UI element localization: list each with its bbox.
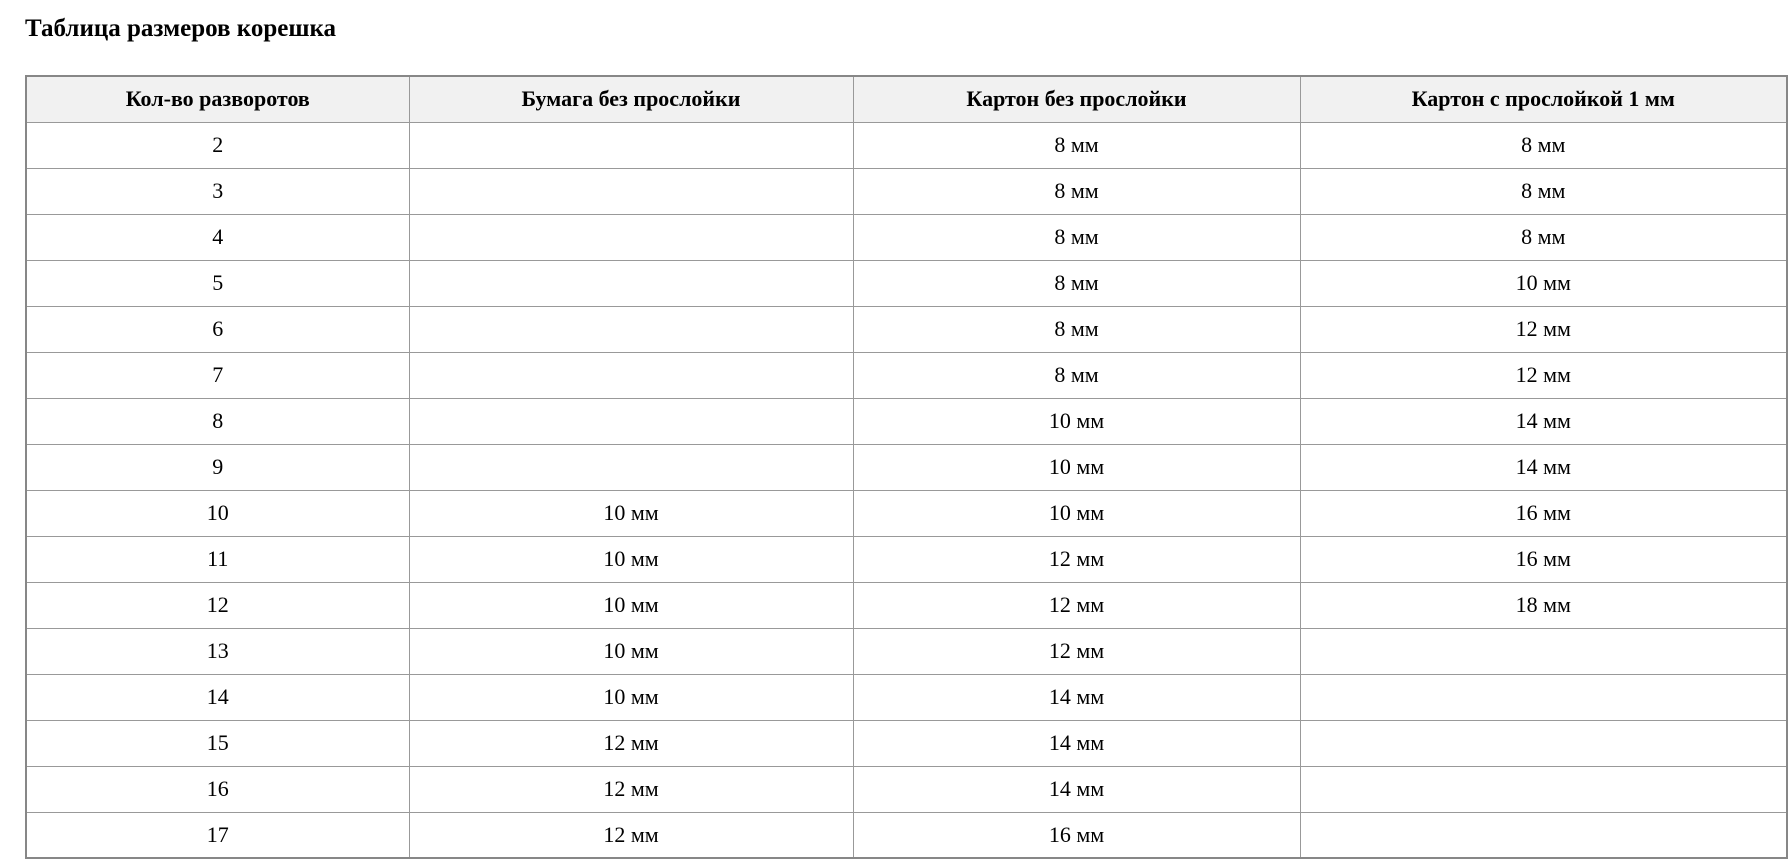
cell-spreads-count: 3 [26,168,409,214]
cell-spreads-count: 11 [26,536,409,582]
cell-cardboard-with-layer: 12 мм [1300,352,1787,398]
cell-cardboard-no-layer: 8 мм [853,306,1300,352]
cell-spreads-count: 13 [26,628,409,674]
cell-cardboard-with-layer: 14 мм [1300,444,1787,490]
cell-paper-no-layer: 10 мм [409,628,853,674]
cell-spreads-count: 14 [26,674,409,720]
cell-paper-no-layer: 10 мм [409,490,853,536]
cell-cardboard-no-layer: 8 мм [853,260,1300,306]
cell-cardboard-with-layer [1300,674,1787,720]
cell-cardboard-with-layer [1300,628,1787,674]
cell-paper-no-layer: 12 мм [409,812,853,858]
cell-cardboard-with-layer [1300,812,1787,858]
cell-spreads-count: 16 [26,766,409,812]
column-header-cardboard-with-layer: Картон с прослойкой 1 мм [1300,76,1787,122]
cell-cardboard-with-layer: 16 мм [1300,490,1787,536]
cell-spreads-count: 17 [26,812,409,858]
cell-paper-no-layer: 10 мм [409,582,853,628]
column-header-spreads-count: Кол-во разворотов [26,76,409,122]
cell-paper-no-layer [409,444,853,490]
table-row [26,352,1787,398]
cell-paper-no-layer [409,398,853,444]
table-row [26,214,1787,260]
cell-spreads-count: 5 [26,260,409,306]
table-row [26,306,1787,352]
cell-cardboard-with-layer: 14 мм [1300,398,1787,444]
spine-size-table [25,75,1788,859]
table-row [26,720,1787,766]
cell-paper-no-layer [409,214,853,260]
cell-spreads-count: 12 [26,582,409,628]
cell-cardboard-with-layer: 8 мм [1300,168,1787,214]
cell-spreads-count: 8 [26,398,409,444]
table-row [26,674,1787,720]
cell-cardboard-with-layer [1300,720,1787,766]
cell-cardboard-no-layer: 10 мм [853,490,1300,536]
cell-paper-no-layer: 12 мм [409,720,853,766]
cell-spreads-count: 6 [26,306,409,352]
cell-cardboard-with-layer [1300,766,1787,812]
table-row [26,766,1787,812]
cell-paper-no-layer [409,306,853,352]
cell-cardboard-no-layer: 12 мм [853,582,1300,628]
table-row [26,168,1787,214]
cell-paper-no-layer: 10 мм [409,536,853,582]
table-header-row [26,76,1787,122]
cell-cardboard-no-layer: 14 мм [853,766,1300,812]
table-row [26,490,1787,536]
column-header-cardboard-no-layer: Картон без прослойки [853,76,1300,122]
cell-paper-no-layer [409,352,853,398]
cell-cardboard-with-layer: 12 мм [1300,306,1787,352]
page-title: Таблица размеров корешка [25,15,336,42]
cell-cardboard-no-layer: 12 мм [853,536,1300,582]
cell-paper-no-layer: 12 мм [409,766,853,812]
table-body [26,122,1787,858]
cell-cardboard-no-layer: 8 мм [853,352,1300,398]
cell-cardboard-with-layer: 8 мм [1300,214,1787,260]
cell-cardboard-with-layer: 10 мм [1300,260,1787,306]
cell-spreads-count: 15 [26,720,409,766]
cell-spreads-count: 9 [26,444,409,490]
cell-cardboard-no-layer: 8 мм [853,214,1300,260]
cell-cardboard-no-layer: 12 мм [853,628,1300,674]
table-row [26,628,1787,674]
table-row [26,536,1787,582]
table-row [26,812,1787,858]
table-header [26,76,1787,122]
cell-paper-no-layer [409,260,853,306]
cell-cardboard-no-layer: 14 мм [853,674,1300,720]
cell-cardboard-with-layer: 16 мм [1300,536,1787,582]
cell-spreads-count: 7 [26,352,409,398]
cell-cardboard-with-layer: 8 мм [1300,122,1787,168]
table-row [26,444,1787,490]
table-row [26,398,1787,444]
table-row [26,122,1787,168]
table-row [26,260,1787,306]
cell-cardboard-with-layer: 18 мм [1300,582,1787,628]
cell-spreads-count: 2 [26,122,409,168]
cell-cardboard-no-layer: 8 мм [853,122,1300,168]
cell-cardboard-no-layer: 14 мм [853,720,1300,766]
cell-cardboard-no-layer: 10 мм [853,444,1300,490]
cell-cardboard-no-layer: 16 мм [853,812,1300,858]
cell-cardboard-no-layer: 10 мм [853,398,1300,444]
cell-cardboard-no-layer: 8 мм [853,168,1300,214]
cell-spreads-count: 10 [26,490,409,536]
cell-paper-no-layer: 10 мм [409,674,853,720]
cell-paper-no-layer [409,168,853,214]
cell-paper-no-layer [409,122,853,168]
table-row [26,582,1787,628]
cell-spreads-count: 4 [26,214,409,260]
column-header-paper-no-layer: Бумага без прослойки [409,76,853,122]
